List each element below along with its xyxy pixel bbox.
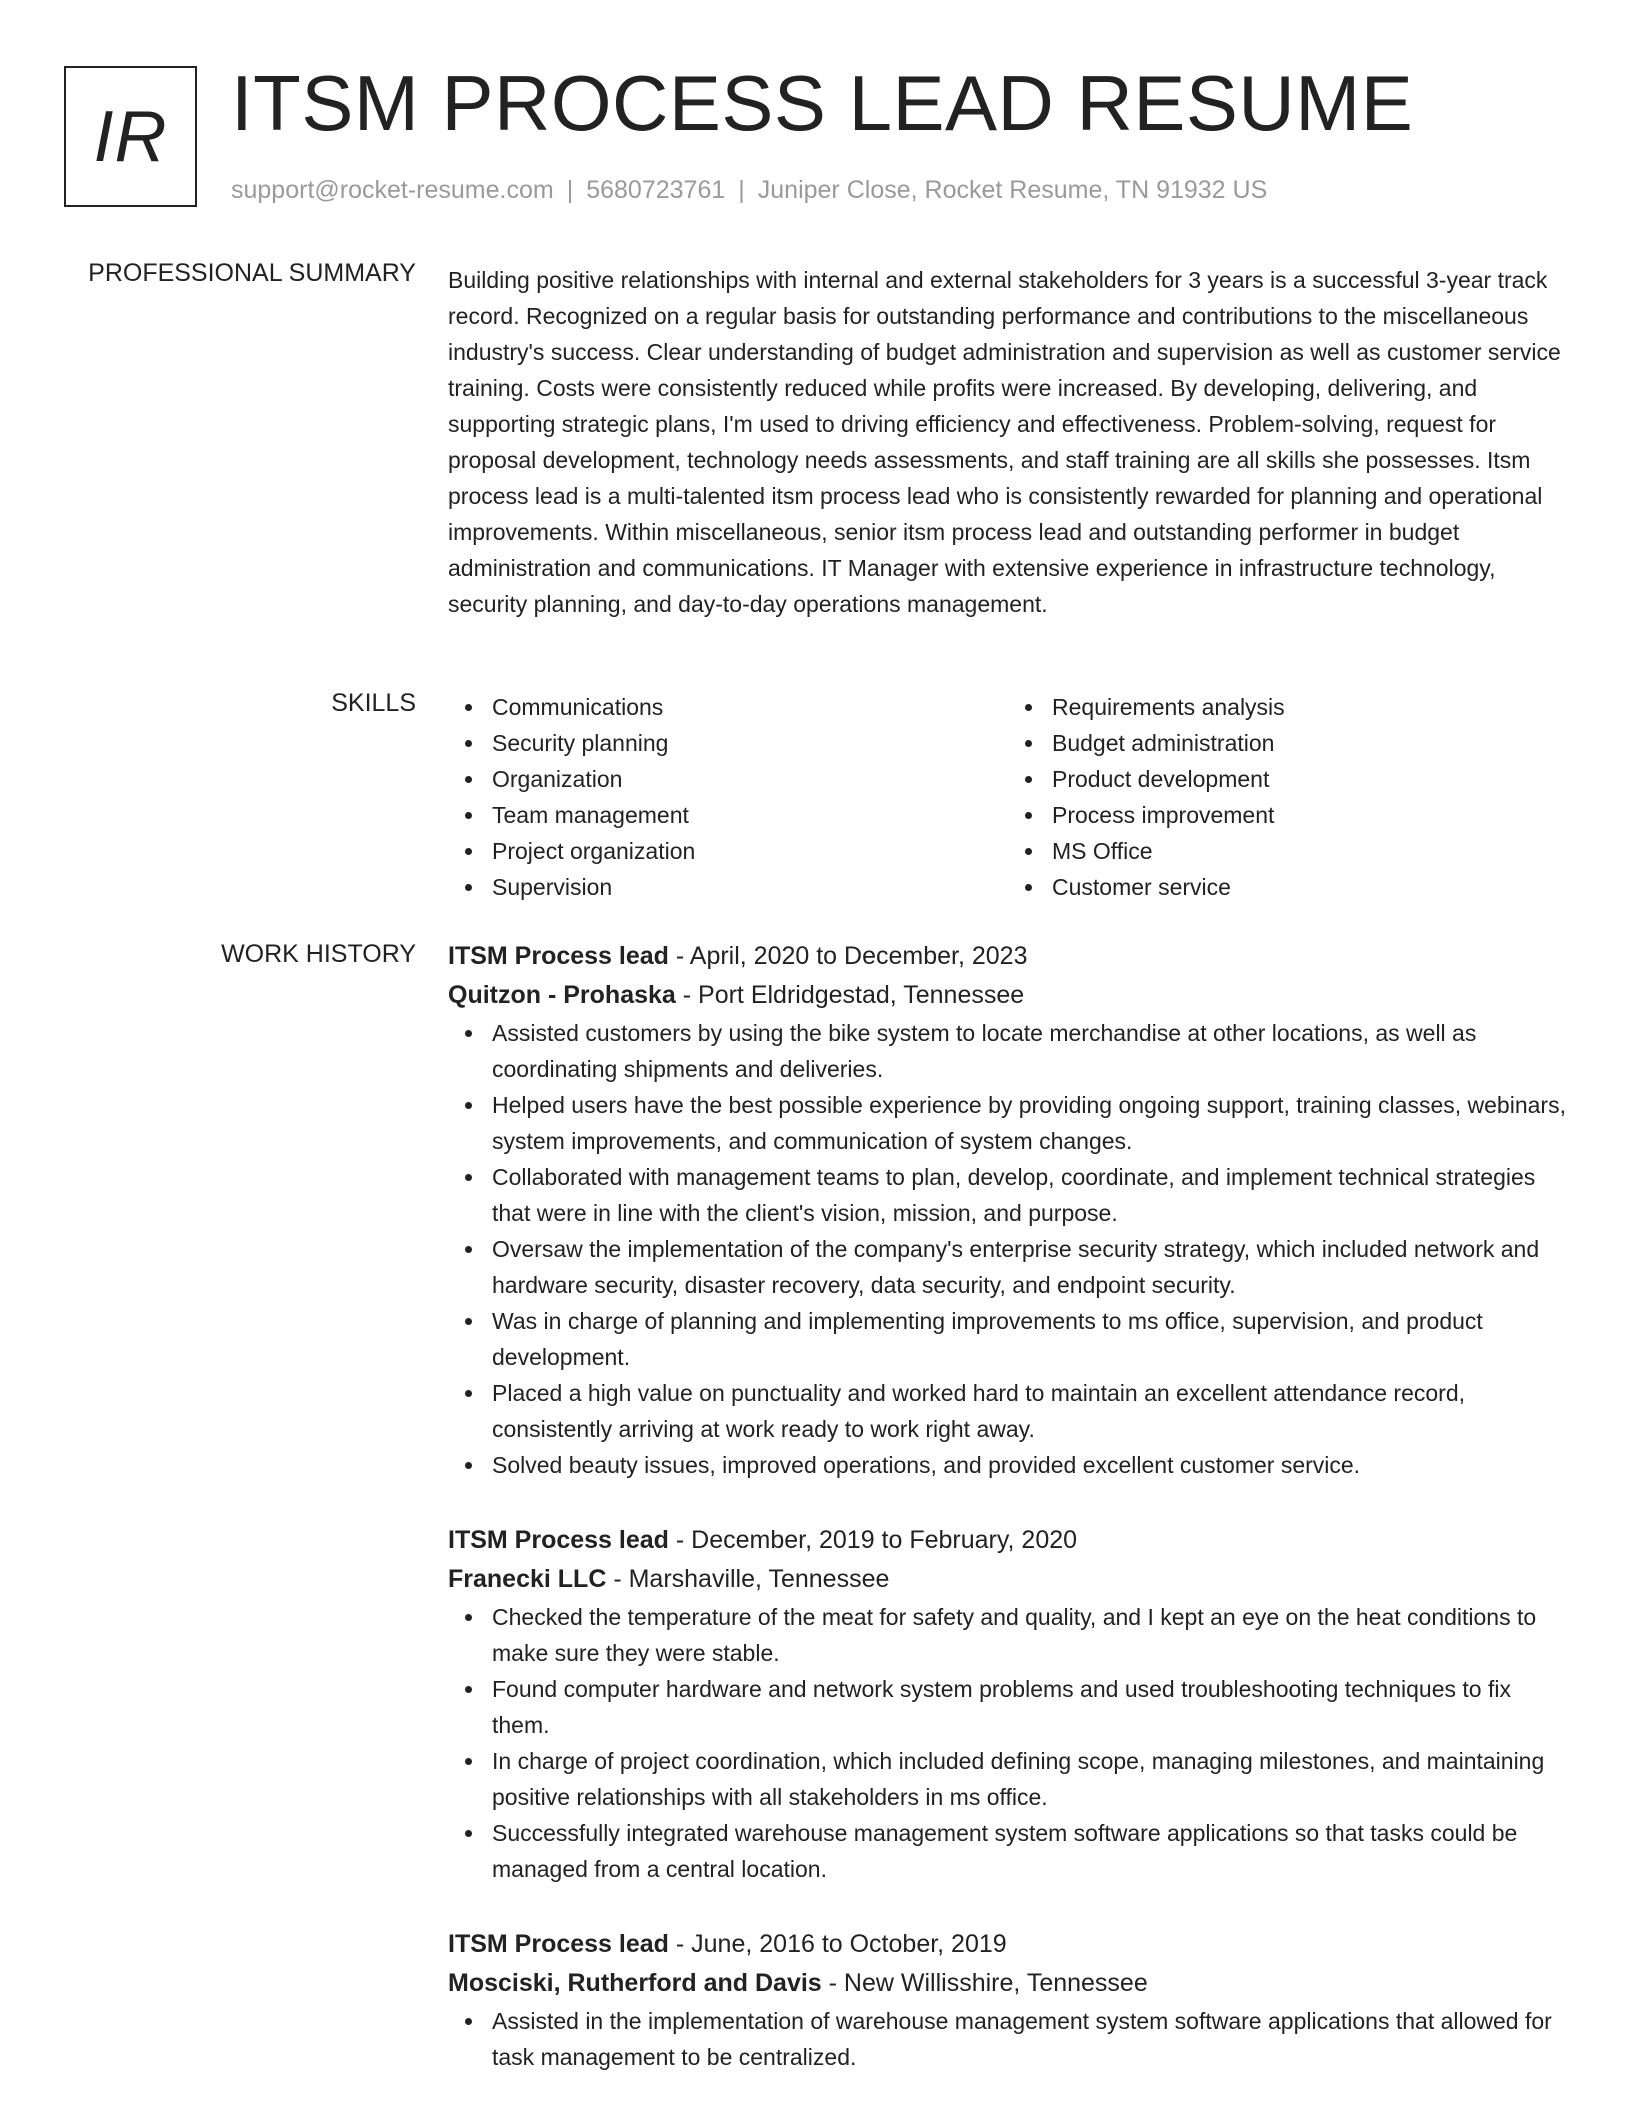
job-company-line [448,1560,1568,1599]
job-dates: - April, 2020 to December, 2023 [668,942,1028,970]
skills-list-left [448,689,1008,905]
monogram-box [64,66,197,207]
resume-title: ITSM PROCESS LEAD RESUME [231,59,1414,147]
job-bullet: Successfully integrated warehouse management system software applications so that tasks could be managed from a central location. [448,1815,1568,1887]
job-title: ITSM Process lead [448,942,669,970]
job-bullet: Solved beauty issues, improved operations, and provided excellent customer service. [448,1447,1568,1483]
summary-heading: PROFESSIONAL SUMMARY [88,259,416,287]
summary-text: Building positive relationships with internal and external stakeholders for 3 years is a successful 3-year track record. Recognized on a regular basis for outstanding performance and contributions to the miscellaneous industry's success. Clear understanding of budget administration and supervision as well as customer service training. Costs were consistently reduced while profits were increased. By developing, delivering, and supporting strategic plans, I'm used to driving efficiency and effectiveness. Problem-solving, request for proposal development, technology needs assessments, and staff training are all skills she possesses. Itsm process lead is a multi-talented itsm process lead who is consistently rewarded for planning and operational improvements. Within miscellaneous, senior itsm process lead and outstanding performer in budget administration and communications. IT Manager with extensive experience in infrastructure technology, security planning, and day-to-day operations management. [448,267,1561,617]
job-entry [448,1521,1568,1887]
monogram-initials: IR [93,96,168,177]
job-location: - Marshaville, Tennessee [606,1565,890,1593]
job-title: ITSM Process lead [448,1930,669,1958]
job-bullets [448,2003,1568,2075]
job-title-line [448,1521,1568,1560]
job-entry [448,937,1568,1483]
job-bullet: Oversaw the implementation of the company's enterprise security strategy, which included network and hardware security, disaster recovery, data security, and endpoint security. [448,1231,1568,1303]
skill-item: Project organization [492,833,1008,869]
job-company: Franecki LLC [448,1565,607,1593]
job-bullet: Assisted in the implementation of warehouse management system software applications that allowed for task management to be centralized. [448,2003,1568,2075]
skill-item: Supervision [492,869,1008,905]
skills-heading: SKILLS [331,689,416,717]
contact-phone: 5680723761 [586,176,726,204]
job-title-line [448,1925,1568,1964]
job-bullet: In charge of project coordination, which included defining scope, managing milestones, and maintaining positive relationships with all stakeholders in ms office. [448,1743,1568,1815]
work-history-heading: WORK HISTORY [221,940,416,968]
job-company: Quitzon - Prohaska [448,981,676,1009]
contact-address: Juniper Close, Rocket Resume, TN 91932 US [757,176,1268,204]
job-company: Mosciski, Rutherford and Davis [448,1969,822,1997]
skill-item: Team management [492,797,1008,833]
skill-item: Customer service [1052,869,1568,905]
job-location: - Port Eldridgestad, Tennessee [675,981,1025,1009]
job-title: ITSM Process lead [448,1526,669,1554]
skills-list-right [1008,689,1568,905]
skill-item: Security planning [492,725,1008,761]
job-bullet: Checked the temperature of the meat for safety and quality, and I kept an eye on the heat conditions to make sure they were stable. [448,1599,1568,1671]
skill-item: Process improvement [1052,797,1568,833]
job-bullets [448,1015,1568,1483]
contact-separator: | [566,176,574,204]
job-dates: - June, 2016 to October, 2019 [668,1930,1007,1958]
job-dates: - December, 2019 to February, 2020 [668,1526,1078,1554]
job-bullet: Was in charge of planning and implementing improvements to ms office, supervision, and product development. [448,1303,1568,1375]
job-bullet: Found computer hardware and network system problems and used troubleshooting techniques to fix them. [448,1671,1568,1743]
contact-email: support@rocket-resume.com [231,176,554,204]
job-bullet: Helped users have the best possible experience by providing ongoing support, training classes, webinars, system improvements, and communication of system changes. [448,1087,1568,1159]
job-bullet: Placed a high value on punctuality and worked hard to maintain an excellent attendance record, consistently arriving at work ready to work right away. [448,1375,1568,1447]
job-company-line [448,1964,1568,2003]
job-bullets [448,1599,1568,1887]
skill-item: Budget administration [1052,725,1568,761]
job-company-line [448,976,1568,1015]
skill-item: MS Office [1052,833,1568,869]
job-entry [448,1925,1568,2075]
job-title-line [448,937,1568,976]
job-bullet: Assisted customers by using the bike system to locate merchandise at other locations, as well as coordinating shipments and deliveries. [448,1015,1568,1087]
skill-item: Communications [492,689,1008,725]
skill-item: Product development [1052,761,1568,797]
skill-item: Requirements analysis [1052,689,1568,725]
contact-line [231,176,1267,205]
job-bullet: Collaborated with management teams to plan, develop, coordinate, and implement technical strategies that were in line with the client's vision, mission, and purpose. [448,1159,1568,1231]
contact-separator: | [738,176,745,204]
job-location: - New Willisshire, Tennessee [821,1969,1148,1997]
skill-item: Organization [492,761,1008,797]
